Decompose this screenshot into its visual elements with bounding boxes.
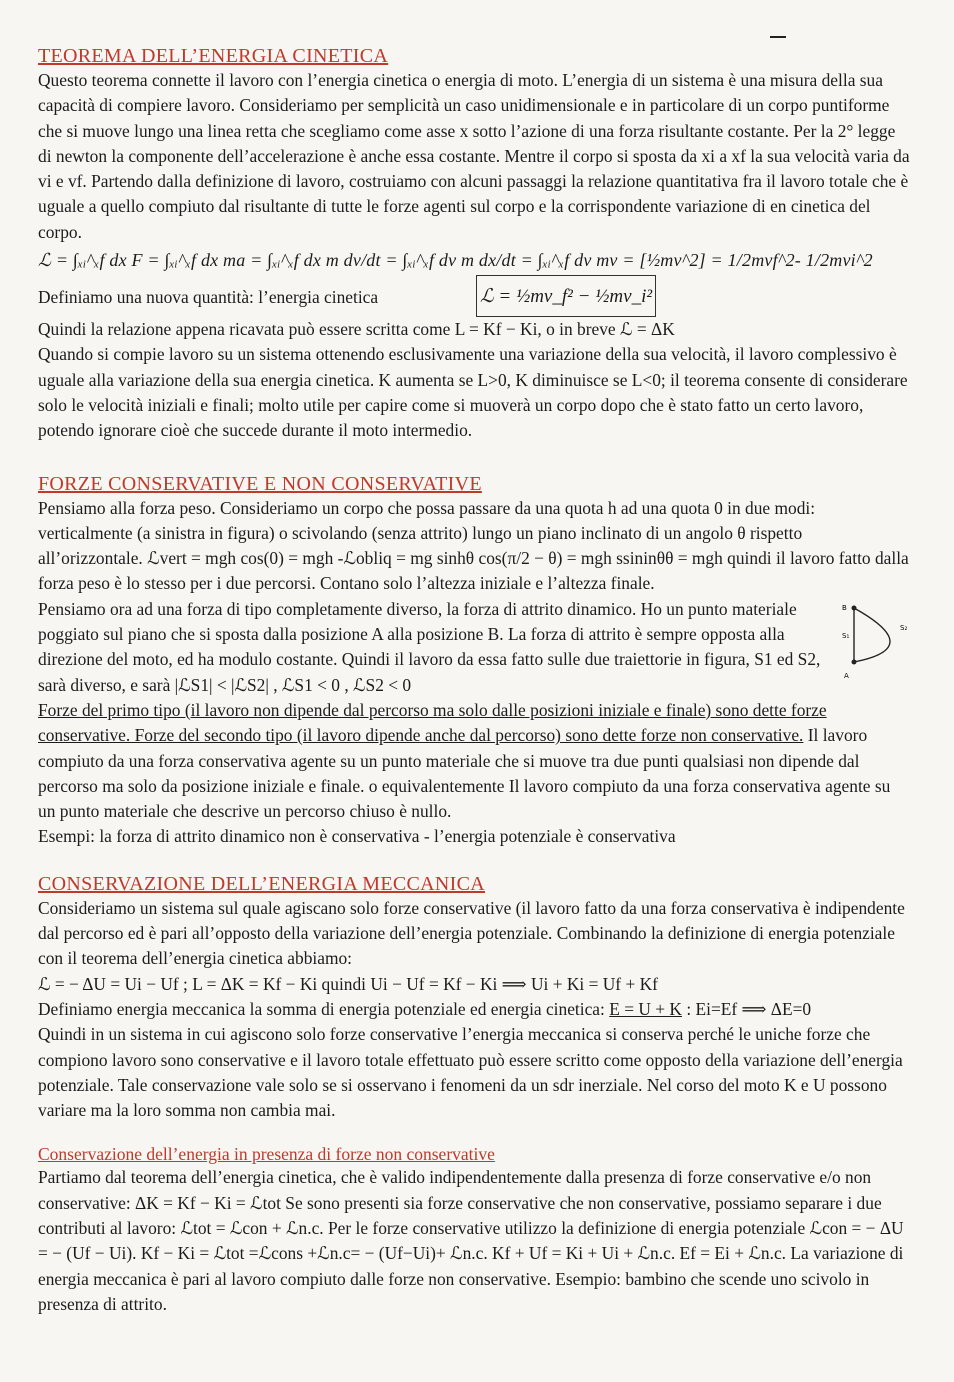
path-s2 xyxy=(854,608,890,662)
document-page xyxy=(38,44,910,1317)
label-a: A xyxy=(844,671,849,680)
paragraph-relation: Quindi la relazione appena ricavata può essere scritta come L = Kf − Ki, o in breve ℒ = ΔK xyxy=(38,319,675,340)
def-prefix: Definiamo energia meccanica la somma di energia potenziale ed energia cinetica: xyxy=(38,998,610,1019)
label-s1: S₁ xyxy=(842,631,850,640)
definition-row xyxy=(38,275,910,317)
paragraph-intro: Questo teorema connette il lavoro con l’energia cinetica o energia di moto. L’energia di un sistema è una misura della sua capacità di compiere lavoro. Consideriamo per semplicità un caso unidimensionale e in particolare di un corpo puntiforme che si muove lungo una linea retta che scegliamo come asse x sotto l’azione di una forza risultante costante. Per la 2° legge di newton la componente dell’accelerazione è anche essa costante. Mentre il corpo si sposta da xi a xf la sua velocità varia da vi e vf. Partendo dalla definizione di lavoro, costruiamo con alcuni passaggi la relazione quantitativa fra il lavoro totale che è uguale a quello compiuto dal risultante di tutte le forze agenti sul corpo e la corrispondente variazione di en cinetica del corpo. xyxy=(38,70,910,242)
paragraph-forza-peso: Pensiamo alla forza peso. Consideriamo un corpo che possa passare da una quota h ad una quota 0 in due modi: verticalmente (a sinistra in figura) o scivolando (senza attrito) lungo un piano inclinato di un angolo θ rispetto all’orizzontale. ℒvert = mgh cos(0) = mgh -ℒobliq = mg sinhθ cos(π/2 − θ) = mgh ssininθθ = mgh quindi il lavoro fatto dalla forza peso è lo stesso per i due percorsi. Contano solo l’altezza iniziale e l’altezza finale. xyxy=(38,497,909,594)
paragraph-attrito: Pensiamo ora ad una forza di tipo completamente diverso, la forza di attrito dinamico. Ho un punto materiale poggiato sul piano che si sposta dalla posizione A alla posizione B. La forza di attrito è sempre opposta alla direzione del moto, ed ha modulo costante. Quindi il lavoro da essa fatto sulle due traiettorie in figura, S1 ed S2, sarà diverso, e sarà |ℒS1| < |ℒS2| , ℒS1 < 0 , ℒS2 < 0 xyxy=(38,598,821,695)
point-a xyxy=(852,659,857,664)
definition-label: Definiamo una nuova quantità: l’energia cinetica xyxy=(38,287,379,308)
def-formula: E = U + K xyxy=(609,998,682,1019)
section-title-energia-meccanica: CONSERVAZIONE DELL’ENERGIA MECCANICA xyxy=(38,872,485,895)
corner-dash-mark xyxy=(770,36,786,38)
point-b xyxy=(852,605,857,610)
paragraph-sistema-conservativo: Consideriamo un sistema sul quale agiscano solo forze conservative (il lavoro fatto da una forza conservativa è indipendente dal percorso ed è pari all’opposto della variazione dell’energia potenziale. Combinando la definizione di energia potenziale con il teorema dell’energia cinetica abbiamo: xyxy=(38,897,905,969)
def-suffix: : Ei=Ef ⟹ ΔE=0 xyxy=(681,998,812,1019)
section-title-non-conservative: Conservazione dell’energia in presenza di forze non conservative xyxy=(38,1144,495,1165)
paragraph-definizione-conservative xyxy=(38,698,910,824)
conservative-explanation: Il lavoro compiuto da una forza conservativa agente su un punto materiale che si muove tra due punti qualsiasi non dipende dal percorso ma solo da posizione iniziale e finale. o equivalentemente Il lavoro compiuto da una forza conservativa agente su un punto materiale che descrive un percorso chiuso è nullo. xyxy=(38,725,891,822)
paragraph-esempi: Esempi: la forza di attrito dinamico non è conservativa - l’energia potenziale è conservativa xyxy=(38,826,676,847)
label-s2: S₂ xyxy=(900,623,908,632)
definition-formula-box: ℒ = ½mv_f² − ½mv_i² xyxy=(476,275,656,317)
equation-work-kinetic: ℒ = ∫ₓᵢ^ₓf dx F = ∫ₓᵢ^ₓf dx ma = ∫ₓᵢ^ₓf dx m dv/dt = ∫ₓᵢ^ₓf dv m dx/dt = ∫ₓᵢ^ₓf dv mv = [½mv^2] = 1/2mvf^2- 1/2mvi^2 xyxy=(38,250,873,271)
equation-conservazione: ℒ = − ΔU = Ui − Uf ; L = ΔK = Kf − Ki quindi Ui − Uf = Kf − Ki ⟹ Ui + Ki = Uf + Kf xyxy=(38,973,658,994)
section-title-forze-conservative: FORZE CONSERVATIVE E NON CONSERVATIVE xyxy=(38,472,482,495)
paragraph-explanation: Quando si compie lavoro su un sistema ottenendo esclusivamente una variazione della sua velocità, il lavoro complessivo è uguale alla variazione della sua energia cinetica. K aumenta se L>0, K diminuisce se L<0; il teorema consente di considerare solo le velocità iniziali e finali; molto utile per capire come si muoverà un corpo dopo che è stato fatto un certo lavoro, potendo ignorare cioè che succede durante il moto intermedio. xyxy=(38,344,908,441)
underlined-definition: Forze del primo tipo (il lavoro non dipende dal percorso ma solo dalle posizioni iniziale e finale) sono dette forze conservative. Forze del secondo tipo (il lavoro dipende anche dal percorso) sono dette forze non conservative. xyxy=(38,699,827,746)
section2-body xyxy=(38,496,910,850)
section-title-energia-cinetica: TEOREMA DELL’ENERGIA CINETICA xyxy=(38,45,389,67)
trajectory-diagram xyxy=(836,596,916,686)
label-b: B xyxy=(842,603,847,612)
paragraph-definizione-meccanica xyxy=(38,997,910,1022)
paragraph-non-conservative: Partiamo dal teorema dell’energia cinetica, che è valido indipendentemente dalla presenza di forze conservative e/o non conservative: ΔK = Kf − Ki = ℒtot Se sono presenti sia forze conservative che non conservative, possiamo separare i due contributi al lavoro: ℒtot = ℒcon + ℒn.c. Per le forze conservative utilizzo la definizione di energia potenziale ℒcon = − ΔU = − (Uf − Ui). Kf − Ki = ℒtot =ℒcons +ℒn.c= − (Uf−Ui)+ ℒn.c. Kf + Uf = Ki + Ui + ℒn.c. Ef = Ei + ℒn.c. La variazione di energia meccanica è pari al lavoro compiuto dalle forze non conservative. Esempio: bambino che scende uno scivolo in presenza di attrito. xyxy=(38,1167,904,1314)
paragraph-conservazione: Quindi in un sistema in cui agiscono solo forze conservative l’energia meccanica si conserva perché le uniche forze che compiono lavoro sono conservative e il lavoro totale effettuato può essere scritto come opposto della variazione dell’energia potenziale. Tale conservazione vale solo se si osservano i fenomeni da un sdr inerziale. Nel corso del moto K e U possono variare ma la loro somma non cambia mai. xyxy=(38,1024,903,1121)
